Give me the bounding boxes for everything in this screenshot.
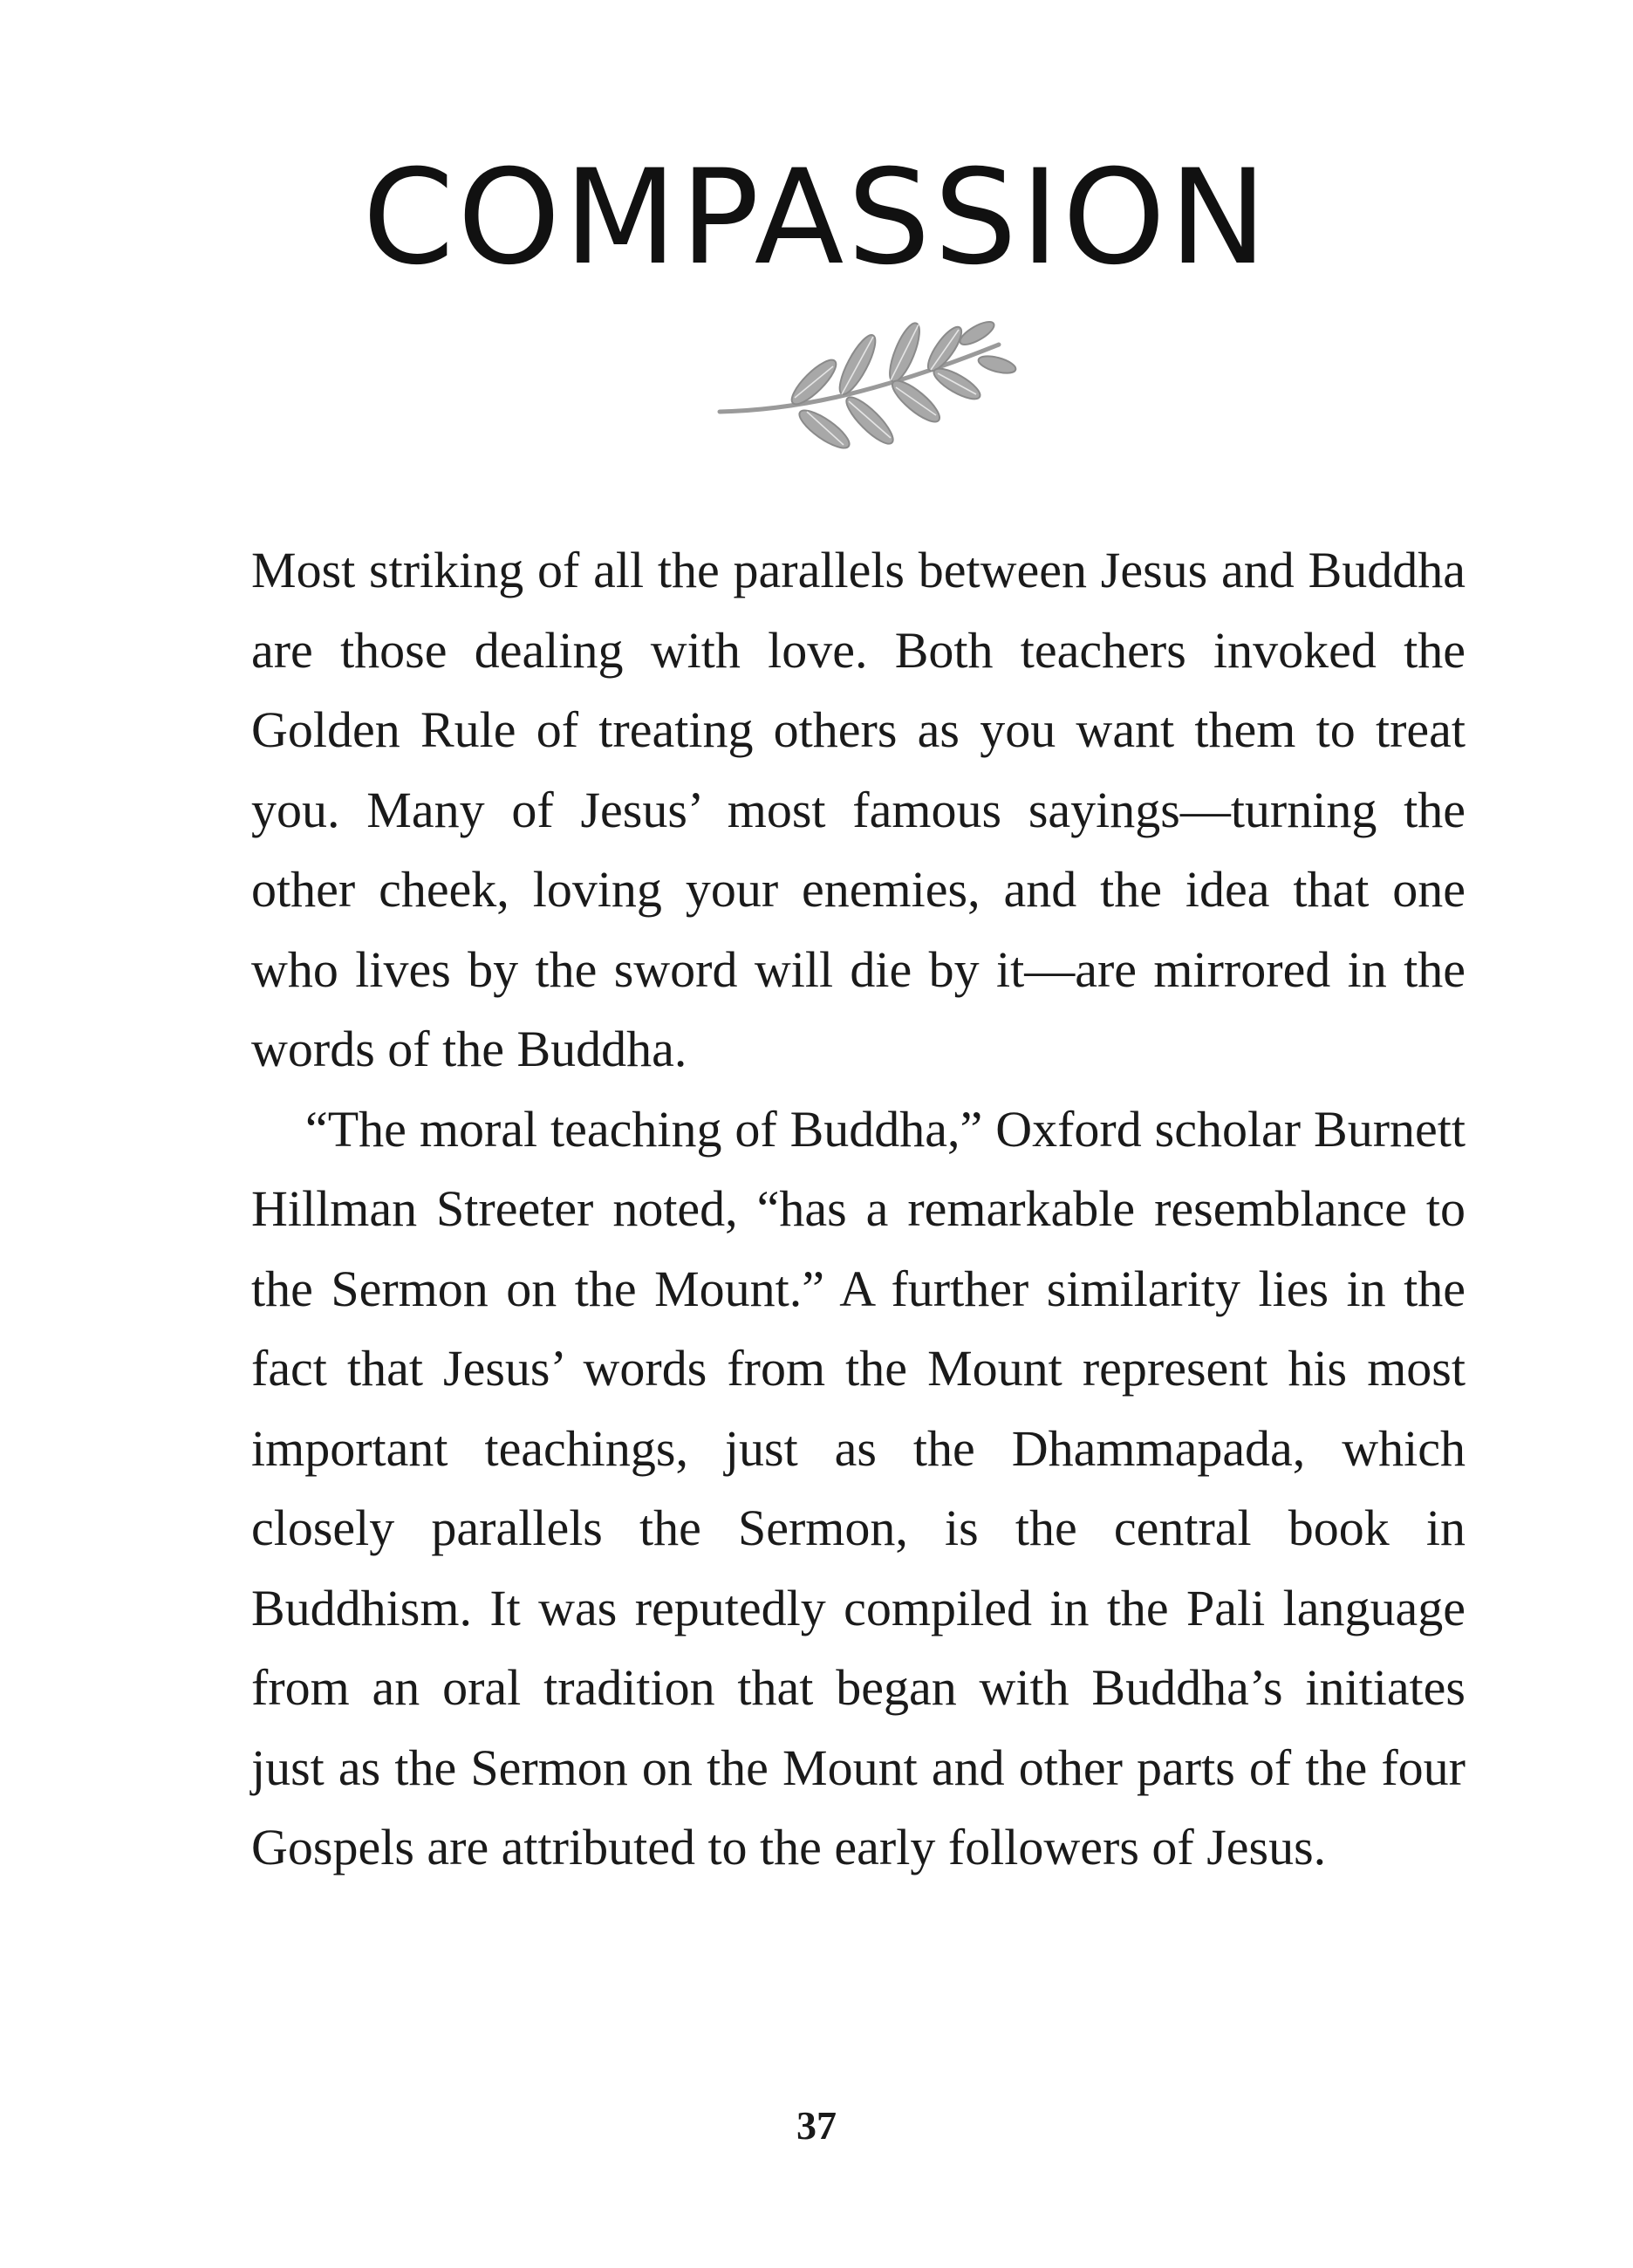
chapter-title: COMPASSION bbox=[362, 142, 1271, 294]
paragraph-1: Most striking of all the parallels between Jesus and Buddha are those dealing with love. Both teachers invoked the Golden Rule of treating others as you want them to treat you. Many of Jesus’ most famous sayings—turning the other cheek, loving your enemies, and the idea that one who lives by the sword will die by it—are mirrored in the words of the Buddha. bbox=[251, 542, 1466, 1077]
paragraph-2: “The moral teaching of Buddha,” Oxford scholar Burnett Hillman Streeter noted, “has a remarkable resemblance to the Sermon on the Mount.” A further similarity lies in the fact that Jesus’ words from the Mount represent his most important teachings, just as the Dhammapada, which closely parallels the Sermon, is the central book in Buddhism. It was reputedly compiled in the Pali language from an oral tradition that began with Buddha’s initiates just as the Sermon on the Mount and other parts of the four Gospels are attributed to the early followers of Jesus. bbox=[251, 1100, 1466, 1875]
page-number: 37 bbox=[796, 2103, 837, 2148]
leaf-sprig-icon bbox=[711, 314, 1025, 471]
chapter-body bbox=[251, 530, 1466, 1888]
